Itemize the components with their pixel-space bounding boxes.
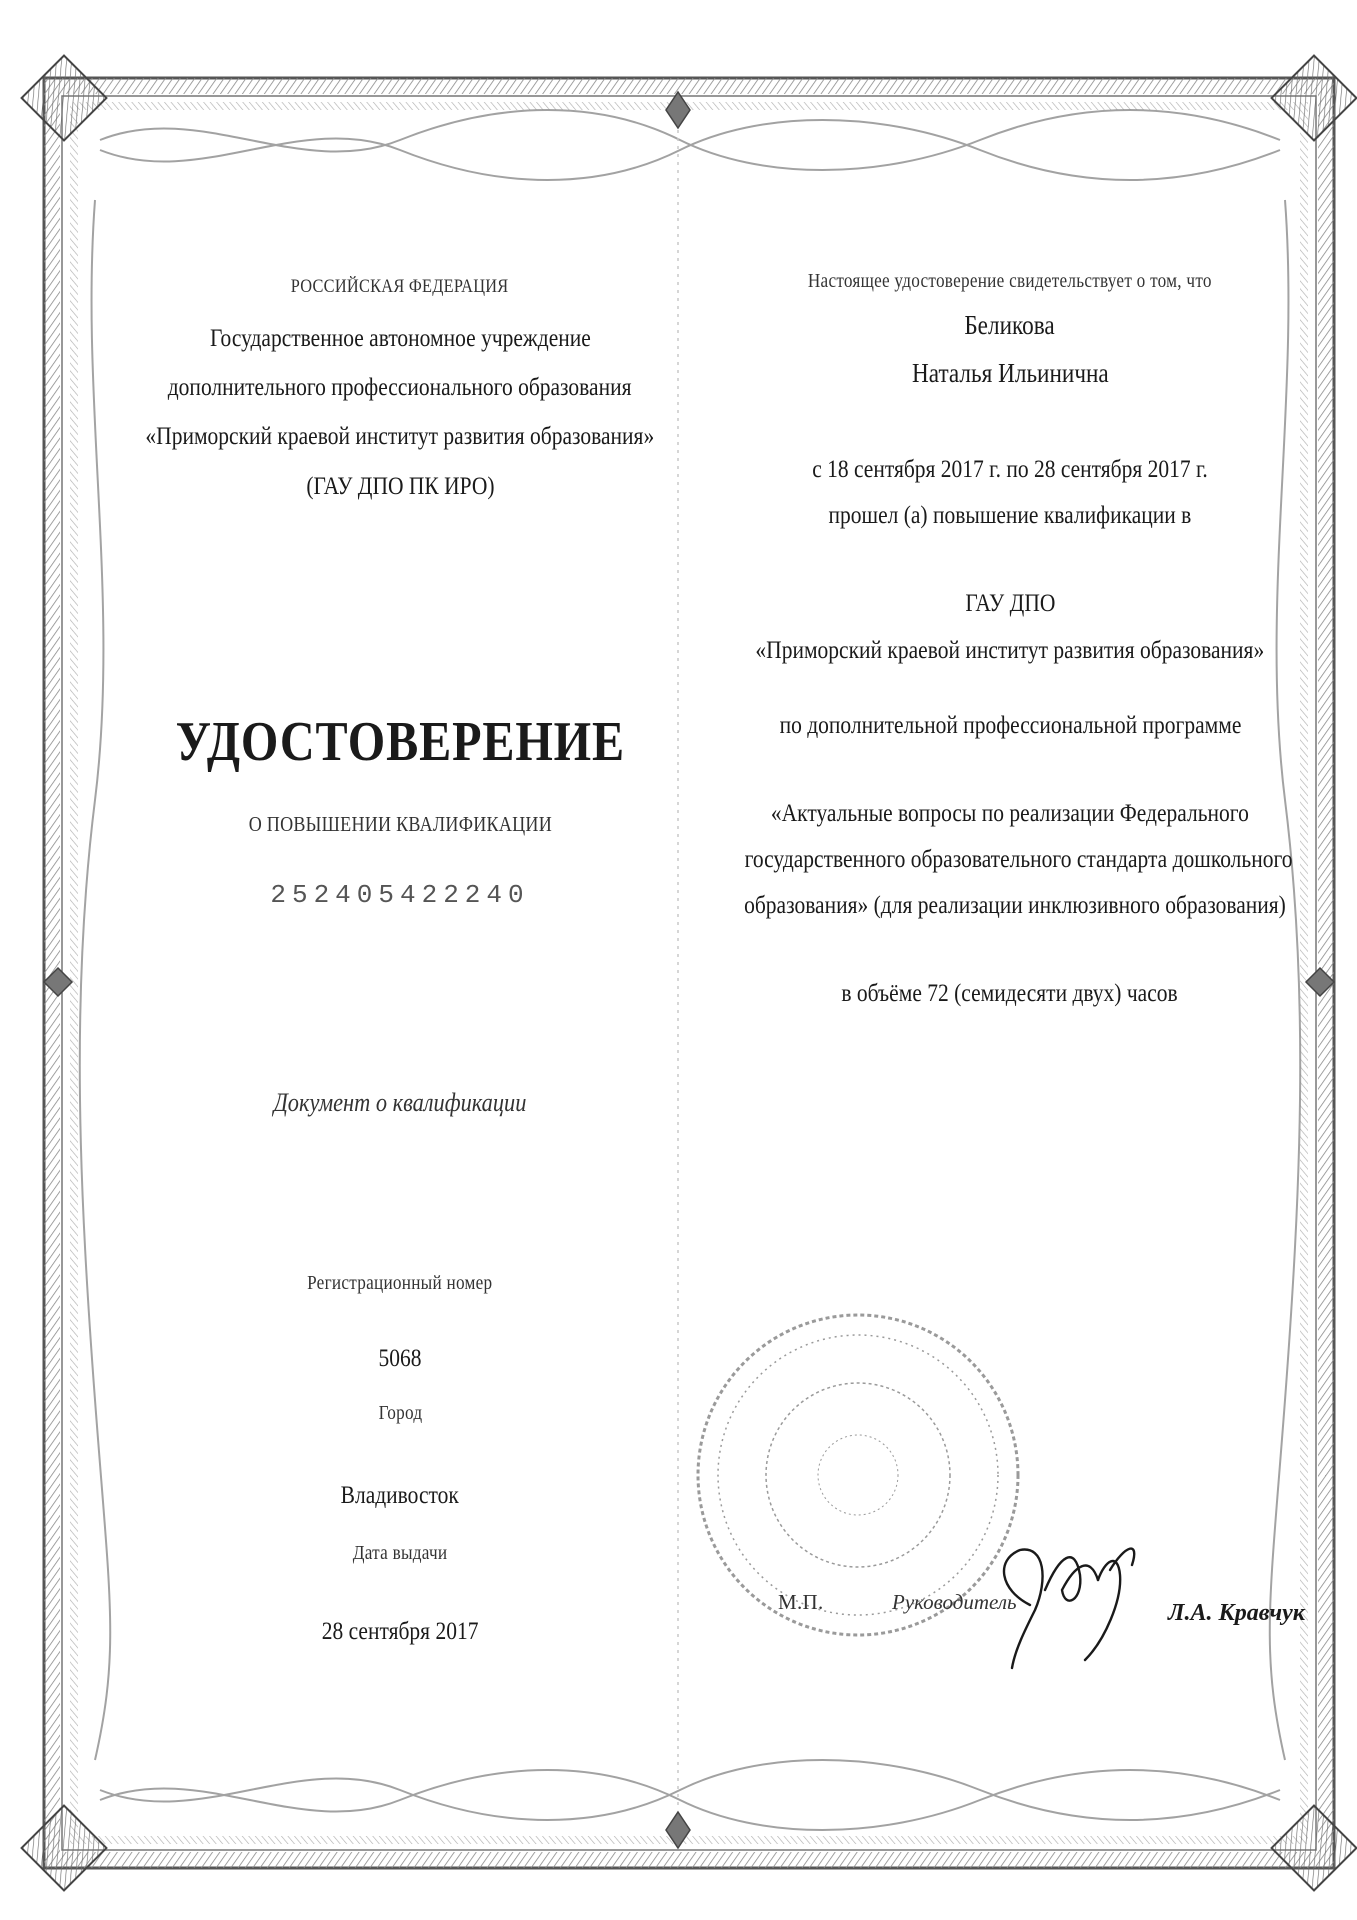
- recipient-surname: Беликова: [964, 310, 1056, 340]
- registration-number-label: Регистрационный номер: [307, 1272, 493, 1294]
- registration-number: 5068: [378, 1345, 422, 1372]
- official-seal: [698, 1315, 1018, 1635]
- document-subtitle: О ПОВЫШЕНИИ КВАЛИФИКАЦИИ: [248, 812, 552, 836]
- country-label: РОССИЙСКАЯ ФЕДЕРАЦИЯ: [291, 276, 509, 297]
- program-title-line-2: государственного образовательного стандарта дошкольного: [744, 846, 1293, 873]
- stamp-place-label: М.П.: [778, 1590, 824, 1614]
- training-hours: в объёме 72 (семидесяти двух) часов: [841, 980, 1179, 1007]
- org-name-line-3: «Приморский краевой институт развития образования»: [145, 423, 655, 450]
- program-title-line-1: «Актуальные вопросы по реализации Федерального: [771, 800, 1249, 827]
- recipient-given-names: Наталья Ильинична: [911, 358, 1109, 388]
- org-abbreviation: (ГАУ ДПО ПК ИРО): [305, 473, 495, 500]
- document-title: УДОСТОВЕРЕНИЕ: [175, 711, 625, 773]
- document-type: Документ о квалификации: [273, 1088, 527, 1117]
- serial-number: 252405422240: [270, 880, 530, 910]
- completion-statement: прошел (а) повышение квалификации в: [828, 502, 1192, 529]
- city-label: Город: [378, 1402, 422, 1424]
- issue-date: 28 сентября 2017: [321, 1618, 479, 1645]
- institution-abbreviation: ГАУ ДПО: [964, 590, 1056, 617]
- program-title-line-3: образования» (для реализации инклюзивного образования): [744, 892, 1286, 919]
- city-value: Владивосток: [340, 1482, 460, 1509]
- certificate-intro: Настоящее удостоверение свидетельствует о том, что: [808, 270, 1212, 292]
- signatory-label: Руководитель: [892, 1590, 1017, 1614]
- institution-name: «Приморский краевой институт развития образования»: [755, 637, 1265, 664]
- issue-date-label: Дата выдачи: [352, 1542, 448, 1564]
- program-intro: по дополнительной профессиональной программе: [779, 712, 1241, 739]
- training-period: с 18 сентября 2017 г. по 28 сентября 2017 г.: [812, 456, 1208, 483]
- signature: [1004, 1549, 1134, 1668]
- mid-ornaments: [44, 92, 1334, 1848]
- signatory-name: Л.А. Кравчук: [1168, 1600, 1305, 1626]
- org-name-line-2: дополнительного профессионального образования: [168, 374, 632, 401]
- org-name-line-1: Государственное автономное учреждение: [209, 325, 591, 352]
